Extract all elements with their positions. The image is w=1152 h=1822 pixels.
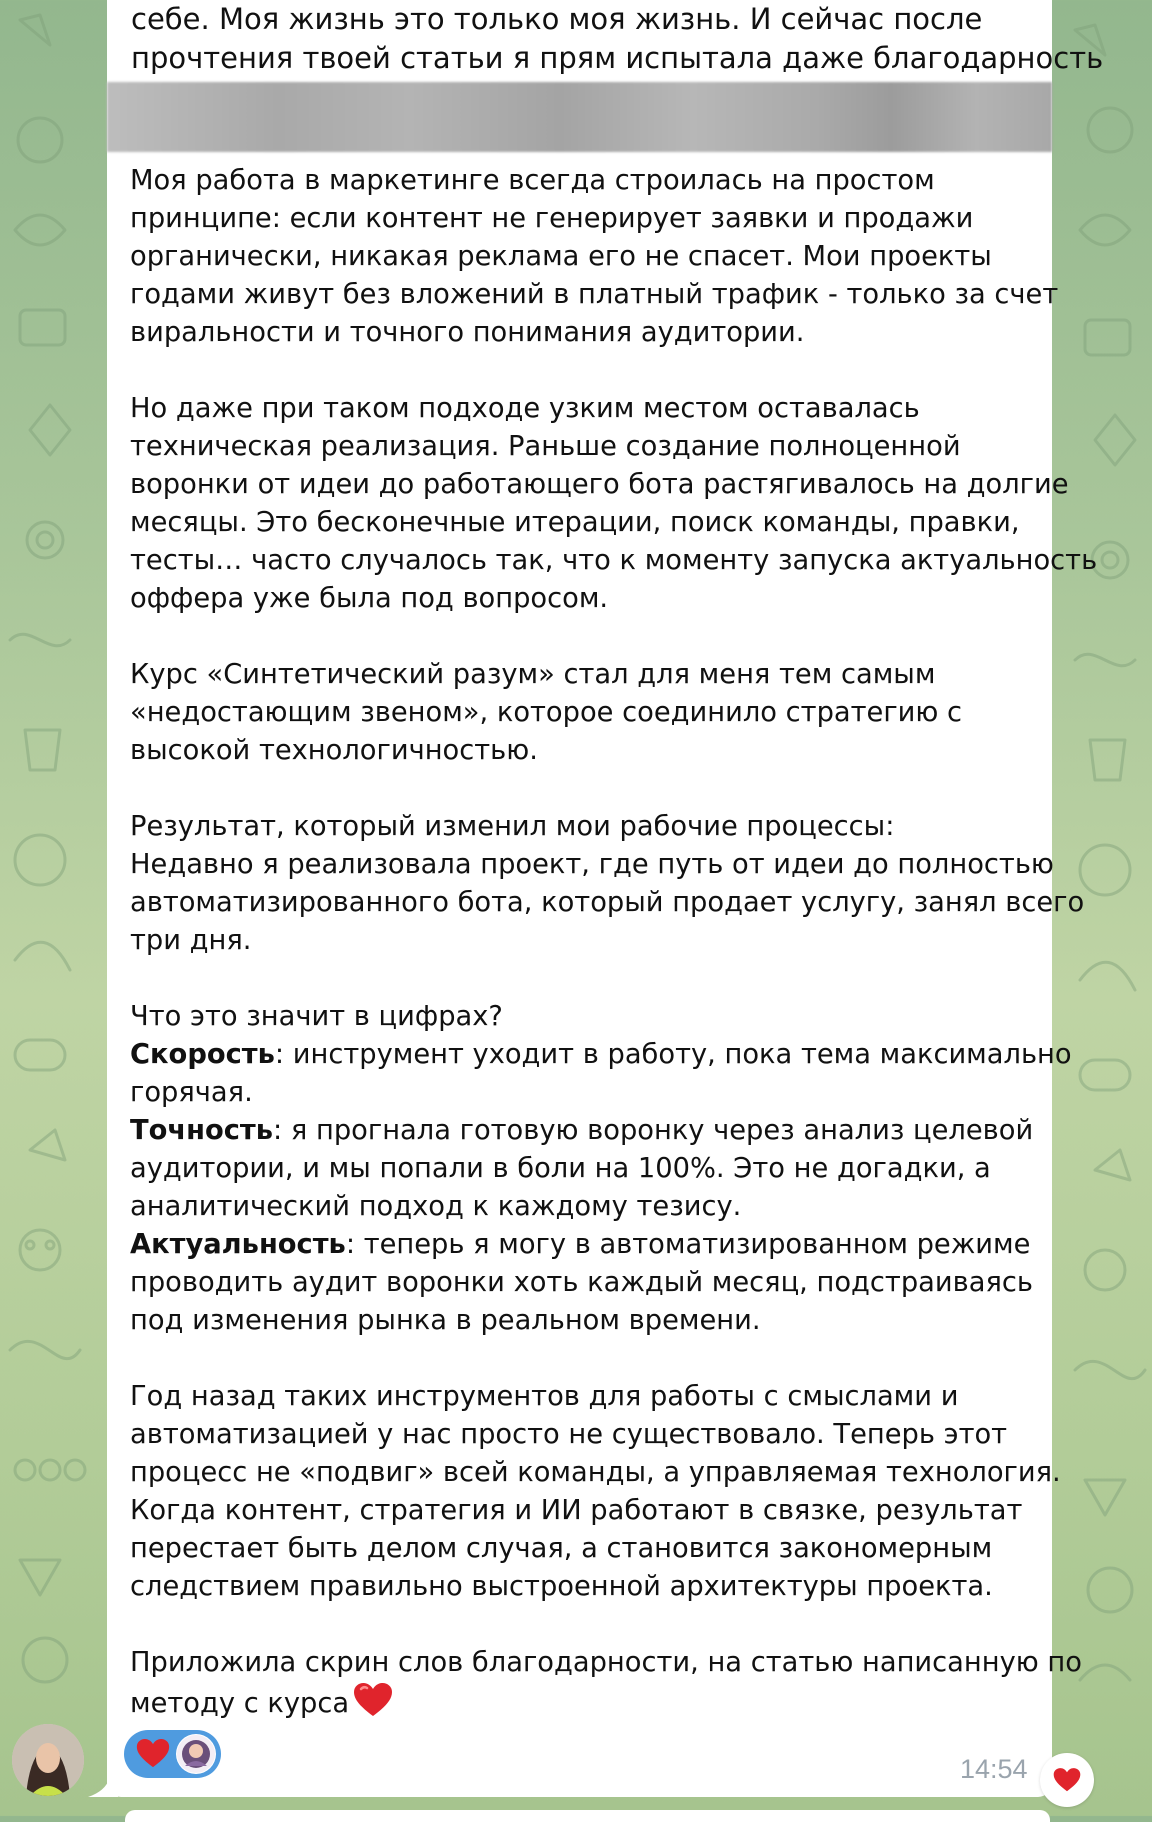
heart-icon <box>1053 1767 1081 1793</box>
paragraph <box>130 656 1040 770</box>
paragraph <box>130 162 1059 352</box>
text-line <box>130 1036 1072 1074</box>
text-fragment: методу с курса <box>130 1688 350 1719</box>
text-fragment: : я прогнала готовую воронку через анализ целевой <box>273 1115 1034 1146</box>
text-line <box>130 1112 1040 1150</box>
blurred-image-strip <box>107 82 1052 152</box>
text-line: перестает быть делом случая, а становится закономерным <box>130 1533 993 1564</box>
reactor-avatar <box>176 1734 216 1774</box>
text-line: воронки от идеи до работающего бота растягивалось на долгие <box>130 469 1069 500</box>
text-line: Когда контент, стратегия и ИИ работают в связке, результат <box>130 1495 1023 1526</box>
sender-avatar[interactable] <box>12 1724 84 1796</box>
text-line: автоматизированного бота, который продает услугу, занял всего <box>130 887 1085 918</box>
text-line: органически, никакая реклама его не спасет. Мои проекты <box>130 241 992 272</box>
paragraph <box>130 1644 1082 1723</box>
text-line: три дня. <box>130 925 252 956</box>
text-line: техническая реализация. Раньше создание полноценной <box>130 431 961 462</box>
text-line: Год назад таких инструментов для работы с смыслами и <box>130 1381 959 1412</box>
text-line: Моя работа в маркетинге всегда строилась на простом <box>130 165 935 196</box>
bold-label-relevance: Актуальность <box>130 1229 346 1260</box>
message-bubble <box>107 0 1104 1797</box>
text-line: высокой технологичностью. <box>130 735 538 766</box>
text-line: Приложила скрин слов благодарности, на статью написанную по <box>130 1647 1082 1678</box>
text-line: Недавно я реализовала проект, где путь от идеи до полностью <box>130 849 1054 880</box>
text-line: аналитический подход к каждому тезису. <box>130 1191 742 1222</box>
text-line: месяцы. Это бесконечные итерации, поиск команды, правки, <box>130 507 1020 538</box>
text-line: горячая. <box>130 1077 253 1108</box>
text-line <box>130 1226 1040 1264</box>
heart-emoji-icon <box>353 1682 393 1718</box>
quote-line: себе. Моя жизнь это только моя жизнь. И сейчас после <box>131 2 983 36</box>
avatar-image-icon <box>176 1734 216 1774</box>
quoted-text <box>131 0 1104 78</box>
text-fragment: : теперь я могу в автоматизированном режиме <box>345 1229 1031 1260</box>
quick-reaction-button[interactable] <box>1040 1753 1094 1807</box>
text-line: аудитории, и мы попали в боли на 100%. Это не догадки, а <box>130 1153 991 1184</box>
reaction-pill[interactable] <box>124 1730 221 1778</box>
paragraph <box>130 390 1098 618</box>
bold-label-accuracy: Точность <box>130 1115 273 1146</box>
text-line: «недостающим звеном», которое соединило стратегию с <box>130 697 963 728</box>
text-line: проводить аудит воронки хоть каждый месяц, подстраиваясь <box>130 1267 1033 1298</box>
text-line: процесс не «подвиг» всей команды, а управляемая технология. <box>130 1457 1061 1488</box>
text-line: оффера уже была под вопросом. <box>130 583 609 614</box>
text-line: виральности и точного понимания аудитории. <box>130 317 805 348</box>
text-line: тесты… часто случалось так, что к моменту запуска актуальность <box>130 545 1098 576</box>
quote-line: прочтения твоей статьи я прям испытала даже благодарность <box>131 41 1104 75</box>
message-text <box>130 162 1098 1761</box>
text-line: Что это значит в цифрах? <box>130 1001 503 1032</box>
text-line: годами живут без вложений в платный трафик - только за счет <box>130 279 1059 310</box>
bold-label-speed: Скорость <box>130 1039 275 1070</box>
paragraph <box>130 808 1085 960</box>
text-line: Но даже при таком подходе узким местом оставалась <box>130 393 920 424</box>
avatar-image-icon <box>12 1724 84 1796</box>
text-line: Результат, который изменил мои рабочие процессы: <box>130 811 895 842</box>
text-line: следствием правильно выстроенной архитектуры проекта. <box>130 1571 993 1602</box>
next-message-edge <box>125 1810 1050 1822</box>
text-line: под изменения рынка в реальном времени. <box>130 1305 761 1336</box>
message-time: 14:54 <box>960 1754 1028 1784</box>
text-fragment: : инструмент уходит в работу, пока тема максимально <box>274 1039 1072 1070</box>
text-line: автоматизацией у нас просто не существовало. Теперь этот <box>130 1419 1008 1450</box>
text-line: Курс «Синтетический разум» стал для меня тем самым <box>130 659 936 690</box>
paragraph <box>130 998 1072 1340</box>
text-line <box>130 1682 1040 1723</box>
heart-icon <box>136 1738 170 1769</box>
text-line: принципе: если контент не генерирует заявки и продажи <box>130 203 974 234</box>
paragraph <box>130 1378 1061 1606</box>
